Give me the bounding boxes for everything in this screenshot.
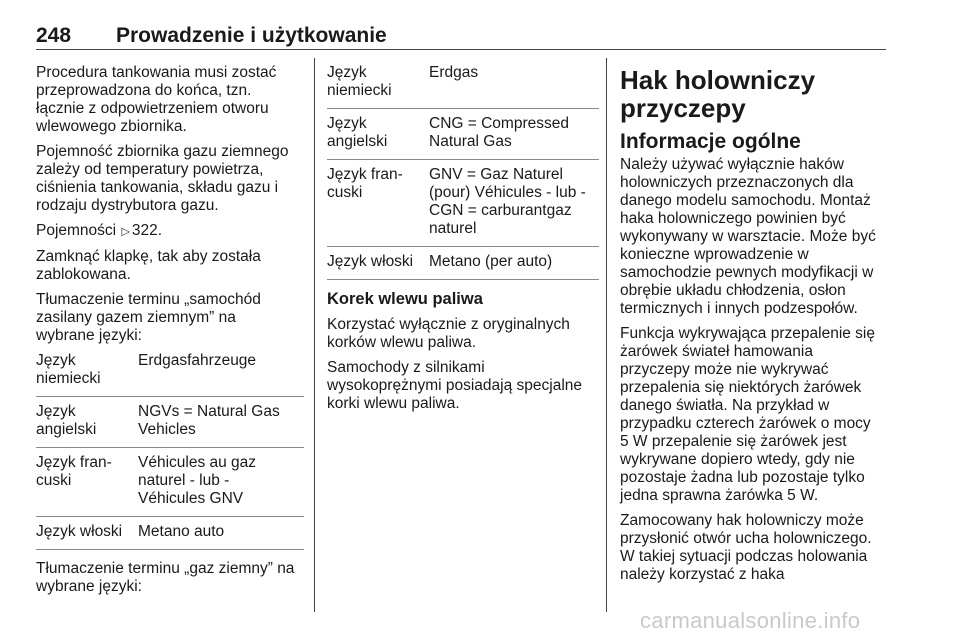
term-cell: Véhicules au gaz naturel - lub - Véhicules GNV <box>138 454 257 507</box>
table-row <box>327 247 599 280</box>
paragraph-bulb-detection: Funkcja wykrywająca przepalenie się żarówek świateł hamowania przyczepy może nie wykrywać przepalenia się niektórych żarówek danego światła. Na przykład w przypadku czterech żarówek o mocy 5 W przepalenie się żarówek jest wykrywane dopiero wtedy, gdy nie pozostaje żadna lub pozostaje tylko jedna sprawna żarówka 5 W. <box>620 325 876 504</box>
term-cell: Erdgasfahrzeuge <box>138 352 257 369</box>
section-heading-fuel-cap: Korek wlewu paliwa <box>327 290 483 308</box>
translation-table-vehicle <box>36 352 304 550</box>
language-cell: Język angielski <box>36 403 97 438</box>
table-row <box>327 64 599 109</box>
language-cell: Język włoski <box>327 253 414 270</box>
language-cell: Język włoski <box>36 523 123 540</box>
term-cell: Erdgas <box>429 64 479 81</box>
paragraph-capacity-ref <box>36 222 304 241</box>
language-cell: Język fran- cuski <box>36 454 112 489</box>
chapter-title: Prowadzenie i użytkowanie <box>116 24 387 47</box>
capacity-ref-page[interactable]: 322. <box>131 222 163 239</box>
page-reference-icon: △ <box>120 227 133 237</box>
column-1 <box>36 64 304 603</box>
paragraph-translation-vehicle: Tłumaczenie terminu „samochód zasilany gazem ziemnym” na wybrane języki: <box>36 291 261 344</box>
paragraph-tank-capacity: Pojemność zbiornika gazu ziemnego zależy od temperatury powietrza, ciśnienia tankowania, składu gazu i rodzaju dystrybutora gazu. <box>36 143 289 214</box>
subsection-title-general-info: Informacje ogólne <box>620 130 801 153</box>
column-divider-2 <box>606 58 607 612</box>
capacity-ref-label: Pojemności <box>36 222 117 239</box>
language-cell: Język angielski <box>327 115 388 150</box>
page-number: 248 <box>36 24 72 47</box>
language-cell: Język niemiecki <box>327 64 392 99</box>
paragraph-refuel-procedure: Procedura tankowania musi zostać przeprowadzona do końca, tzn. łącznie z odpowietrzeniem otworu wlewowego zbiornika. <box>36 64 277 135</box>
paragraph-diesel-caps: Samochody z silnikami wysokoprężnymi posiadają specjalne korki wlewu paliwa. <box>327 359 583 412</box>
term-cell: Metano (per auto) <box>429 253 553 270</box>
term-cell: Metano auto <box>138 523 225 540</box>
table-row <box>327 109 599 160</box>
language-cell: Język niemiecki <box>36 352 101 387</box>
watermark: carmanualsonline.info <box>640 608 861 633</box>
header-rule <box>36 49 886 50</box>
column-divider-1 <box>314 58 315 612</box>
term-cell: GNV = Gaz Naturel (pour) Véhicules - lub - CGN = carburantgaz naturel <box>429 166 586 237</box>
language-cell: Język fran- cuski <box>327 166 403 201</box>
table-row <box>36 352 304 397</box>
paragraph-towing-eye: Zamocowany hak holowniczy może przysłonić otwór ucha holowniczego. W takiej sytuacji podczas holowania należy korzystać z haka <box>620 512 872 583</box>
paragraph-tow-hitch-usage: Należy używać wyłącznie haków holowniczych przeznaczonych dla danego modelu samochodu. Montaż haka holowniczego powinien być wykonywany w warsztacie. Może być konieczne wprowadzenie w samochodzie pewnych modyfikacji w obrębie układu chłodzenia, osłon termicznych i innych podzespołów. <box>620 156 876 317</box>
table-row <box>36 448 304 517</box>
table-row <box>36 517 304 550</box>
section-title-tow-hitch: Hak holowniczy przyczepy <box>620 65 816 123</box>
column-3 <box>620 64 890 591</box>
term-cell: NGVs = Natural Gas Vehicles <box>138 403 280 438</box>
column-2 <box>327 64 599 420</box>
paragraph-original-caps: Korzystać wyłącznie z oryginalnych korków wlewu paliwa. <box>327 316 570 351</box>
table-row <box>36 397 304 448</box>
translation-table-gas <box>327 64 599 280</box>
paragraph-translation-gas: Tłumaczenie terminu „gaz ziemny” na wybrane języki: <box>36 560 295 595</box>
term-cell: CNG = Compressed Natural Gas <box>429 115 569 150</box>
table-row <box>327 160 599 247</box>
paragraph-close-flap: Zamknąć klapkę, tak aby została zablokowana. <box>36 248 261 283</box>
page-header <box>36 22 884 52</box>
